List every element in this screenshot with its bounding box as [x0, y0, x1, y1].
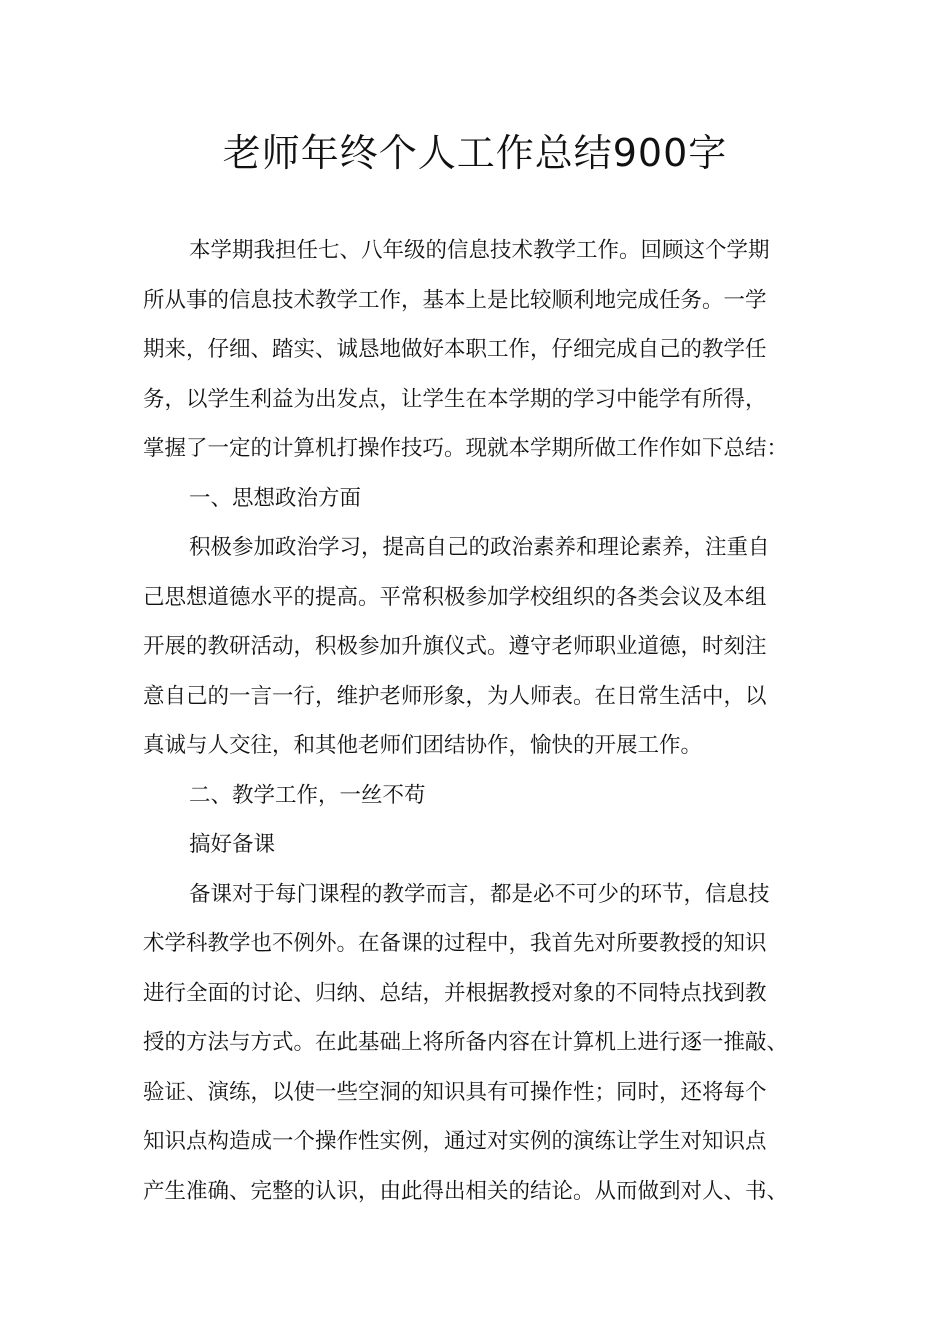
paragraph-line: 开展的教研活动，积极参加升旗仪式。遵守老师职业道德，时刻注 — [143, 634, 767, 659]
paragraph-line: 备课对于每门课程的教学而言，都是必不可少的环节，信息技 — [189, 881, 770, 907]
paragraph-line: 意自己的一言一行，维护老师形象，为人师表。在日常生活中，以 — [143, 683, 767, 709]
paragraph-line: 术学科教学也不例外。在备课的过程中，我首先对所要教授的知识 — [143, 931, 767, 956]
document-body — [143, 226, 823, 1216]
subsection-heading: 搞好备课 — [189, 832, 276, 857]
paragraph-line: 进行全面的讨论、归纳、总结，并根据教授对象的不同特点找到教 — [143, 980, 767, 1006]
paragraph-line: 掌握了一定的计算机打操作技巧。现就本学期所做工作作如下总结： — [143, 436, 789, 461]
paragraph-line: 知识点构造成一个操作性实例，通过对实例的演练让学生对知识点 — [143, 1129, 767, 1154]
paragraph-line: 真诚与人交往，和其他老师们团结协作，愉快的开展工作。 — [143, 733, 703, 758]
document-title: 老师年终个人工作总结900字 — [222, 131, 728, 175]
paragraph-line: 本学期我担任七、八年级的信息技术教学工作。回顾这个学期 — [189, 238, 770, 263]
paragraph-line: 授的方法与方式。在此基础上将所备内容在计算机上进行逐一推敲、 — [143, 1030, 789, 1055]
section-heading: 一、思想政治方面 — [189, 485, 362, 511]
paragraph-line: 期来，仔细、踏实、诚恳地做好本职工作，仔细完成自己的教学任 — [143, 337, 767, 362]
paragraph-line: 己思想道德水平的提高。平常积极参加学校组织的各类会议及本组 — [143, 584, 767, 610]
paragraph-line: 所从事的信息技术教学工作，基本上是比较顺利地完成任务。一学 — [143, 287, 767, 313]
section-heading: 二、教学工作，一丝不苟 — [189, 782, 426, 808]
paragraph-line: 积极参加政治学习，提高自己的政治素养和理论素养，注重自 — [189, 535, 770, 560]
paragraph-line: 务，以学生利益为出发点，让学生在本学期的学习中能学有所得， — [143, 386, 767, 412]
paragraph-line: 验证、演练，以使一些空洞的知识具有可操作性；同时，还将每个 — [143, 1079, 767, 1105]
paragraph-line: 产生准确、完整的认识，由此得出相关的结论。从而做到对人、书、 — [143, 1178, 789, 1204]
